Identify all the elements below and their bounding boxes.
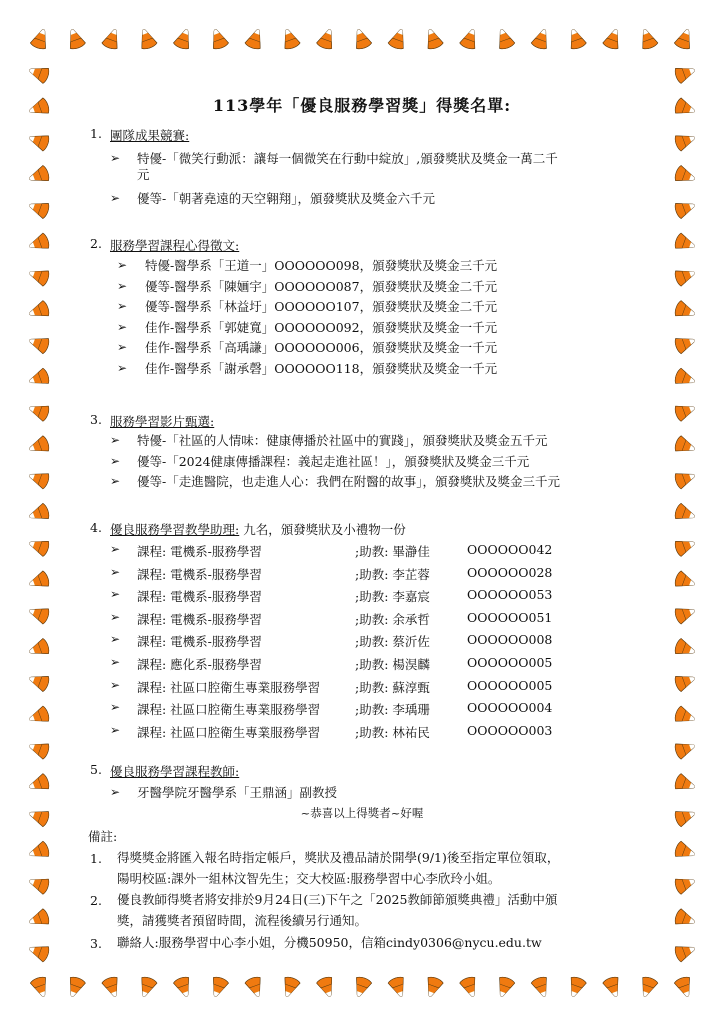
- section3-item: 優等-「2024健康傳播課程：義起走進社區！」，頒發獎狀及獎金三千元: [137, 453, 530, 469]
- section4-suffix: 九名，頒發獎狀及小禮物一份: [243, 522, 406, 537]
- bullet-arrow-icon: ➢: [110, 587, 121, 602]
- section5-heading: 優良服務學習課程教師:: [110, 764, 240, 779]
- section2-number: 2.: [90, 236, 102, 251]
- section3-heading: 服務學習影片甄選:: [110, 414, 215, 429]
- section1-number: 1.: [90, 126, 102, 141]
- ta-course-cell: 課程: 社區口腔衛生專業服務學習: [137, 724, 321, 740]
- note-2-line1: 優良教師得獎者將安排於9月24日(三)下午之「2025教師節頒獎典禮」活動中頒: [117, 892, 558, 907]
- ta-course-cell: 課程: 社區口腔衛生專業服務學習: [137, 679, 321, 695]
- ta-assistant-cell: ;助教: 李芷蓉: [355, 566, 430, 582]
- section2-item: 佳作-醫學系「高瑀謙」OOOOOO006，頒發獎狀及獎金一千元: [145, 340, 498, 355]
- section5-item: 牙醫學院牙醫學系「王鼎涵」副教授: [137, 785, 338, 800]
- bullet-arrow-icon: ➢: [110, 609, 121, 624]
- bullet-arrow-icon: ➢: [110, 785, 121, 799]
- ta-course-cell: 課程: 電機系-服務學習: [137, 634, 262, 650]
- bullet-arrow-icon: ➢: [110, 191, 121, 205]
- bullet-arrow-icon: ➢: [110, 542, 121, 556]
- bullet-arrow-icon: ➢: [110, 474, 121, 488]
- bullet-arrow-icon: ➢: [117, 340, 128, 354]
- bullet-arrow-icon: ➢: [110, 655, 121, 669]
- note-2-line2: 獎，請獲獎者預留時間，流程後續另行通知。: [117, 913, 368, 928]
- note-1-line2: 陽明校區:課外一組林汶智先生；交大校區:服務學習中心李欣玲小姐。: [117, 871, 501, 886]
- ta-assistant-cell: ;助教: 余承哲: [355, 611, 430, 627]
- ta-assistant-cell: ;助教: 李瑀珊: [355, 702, 430, 718]
- ta-assistant-cell: ;助教: 蘇淳甄: [355, 679, 430, 695]
- ta-id-cell: OOOOOO028: [467, 564, 553, 580]
- section2-item: 優等-醫學系「林益圩」OOOOOO107，頒發獎狀及獎金二千元: [145, 299, 498, 314]
- bullet-arrow-icon: ➢: [110, 151, 121, 165]
- ta-course-cell: 課程: 電機系-服務學習: [137, 544, 262, 559]
- section4-heading-line: [110, 520, 406, 538]
- ta-id-cell: OOOOOO042: [467, 542, 553, 557]
- note-number: 3.: [90, 936, 102, 951]
- bullet-arrow-icon: ➢: [117, 360, 128, 375]
- note-1-line1: 得獎獎金將匯入報名時指定帳戶，獎狀及禮品請於開學(9/1)後至指定單位領取，: [117, 850, 560, 865]
- bullet-arrow-icon: ➢: [110, 433, 121, 447]
- section3-item: 優等-「走進醫院，也走進人心：我們在附醫的故事」，頒發獎狀及獎金三千元: [137, 474, 560, 489]
- ta-id-cell: OOOOOO005: [467, 655, 553, 670]
- ta-assistant-cell: ;助教: 蔡沂佐: [355, 634, 430, 650]
- ta-assistant-cell: ;助教: 林祐民: [355, 724, 430, 740]
- bullet-arrow-icon: ➢: [110, 632, 121, 647]
- section5-number: 5.: [90, 762, 102, 777]
- ta-assistant-cell: ;助教: 李嘉宸: [355, 589, 430, 605]
- page-title: 113學年「優良服務學習獎」得獎名單:: [212, 96, 512, 115]
- ta-id-cell: OOOOOO003: [467, 722, 553, 738]
- ta-assistant-cell: ;助教: 楊淏麟: [355, 657, 430, 672]
- note-number: 1.: [90, 851, 102, 866]
- notes-heading: 備註:: [88, 829, 118, 844]
- bullet-arrow-icon: ➢: [117, 278, 128, 293]
- section3-item: 特優-「社區的人情味：健康傳播於社區中的實踐」，頒發獎狀及獎金五千元: [137, 433, 548, 448]
- ta-id-cell: OOOOOO005: [467, 677, 553, 693]
- section2-item: 佳作-醫學系「謝承磬」OOOOOO118，頒發獎狀及獎金一千元: [145, 360, 498, 376]
- bullet-arrow-icon: ➢: [110, 564, 121, 579]
- bullet-arrow-icon: ➢: [110, 453, 121, 468]
- ta-course-cell: 課程: 電機系-服務學習: [137, 611, 262, 627]
- section1-item-1: 特優-「微笑行動派：讓每一個微笑在行動中綻放」,頒發獎狀及獎金一萬二千: [137, 151, 558, 166]
- note-3-line1: 聯絡人:服務學習中心李小姐，分機50950，信箱cindy0306@nycu.edu.tw: [117, 935, 542, 950]
- bullet-arrow-icon: ➢: [117, 299, 128, 313]
- ta-id-cell: OOOOOO053: [467, 587, 553, 603]
- ta-id-cell: OOOOOO051: [467, 609, 553, 625]
- note-number: 2.: [90, 893, 102, 908]
- ta-course-cell: 課程: 電機系-服務學習: [137, 589, 262, 605]
- ta-course-cell: 課程: 應化系-服務學習: [137, 657, 262, 672]
- section1-heading: 團隊成果競賽:: [110, 128, 190, 143]
- section4-heading: 優良服務學習教學助理:: [110, 522, 240, 537]
- bullet-arrow-icon: ➢: [110, 677, 121, 692]
- ta-id-cell: OOOOOO008: [467, 632, 553, 648]
- ta-assistant-cell: ;助教: 畢瀞佳: [355, 544, 430, 559]
- section4-number: 4.: [90, 520, 102, 535]
- congrats-line: ~恭喜以上得獎者~好喔: [300, 806, 424, 820]
- bullet-arrow-icon: ➢: [110, 722, 121, 737]
- ta-id-cell: OOOOOO004: [467, 700, 553, 716]
- ta-course-cell: 課程: 電機系-服務學習: [137, 566, 262, 582]
- ta-course-cell: 課程: 社區口腔衛生專業服務學習: [137, 702, 321, 718]
- section2-heading: 服務學習課程心得徵文:: [110, 238, 240, 253]
- bullet-arrow-icon: ➢: [117, 319, 128, 334]
- section1-item-1-cont: 元: [137, 167, 150, 182]
- bullet-arrow-icon: ➢: [117, 258, 128, 272]
- section2-item: 特優-醫學系「王道一」OOOOOO098，頒發獎狀及獎金三千元: [145, 258, 498, 273]
- section2-item: 優等-醫學系「陳婳宇」OOOOOO087，頒發獎狀及獎金二千元: [145, 278, 498, 294]
- section2-item: 佳作-醫學系「郭婕寬」OOOOOO092，頒發獎狀及獎金一千元: [145, 319, 498, 335]
- bullet-arrow-icon: ➢: [110, 700, 121, 715]
- section3-number: 3.: [90, 412, 102, 427]
- section1-item-2: 優等-「朝著堯遠的天空翱翔」，頒發獎狀及獎金六千元: [137, 191, 435, 206]
